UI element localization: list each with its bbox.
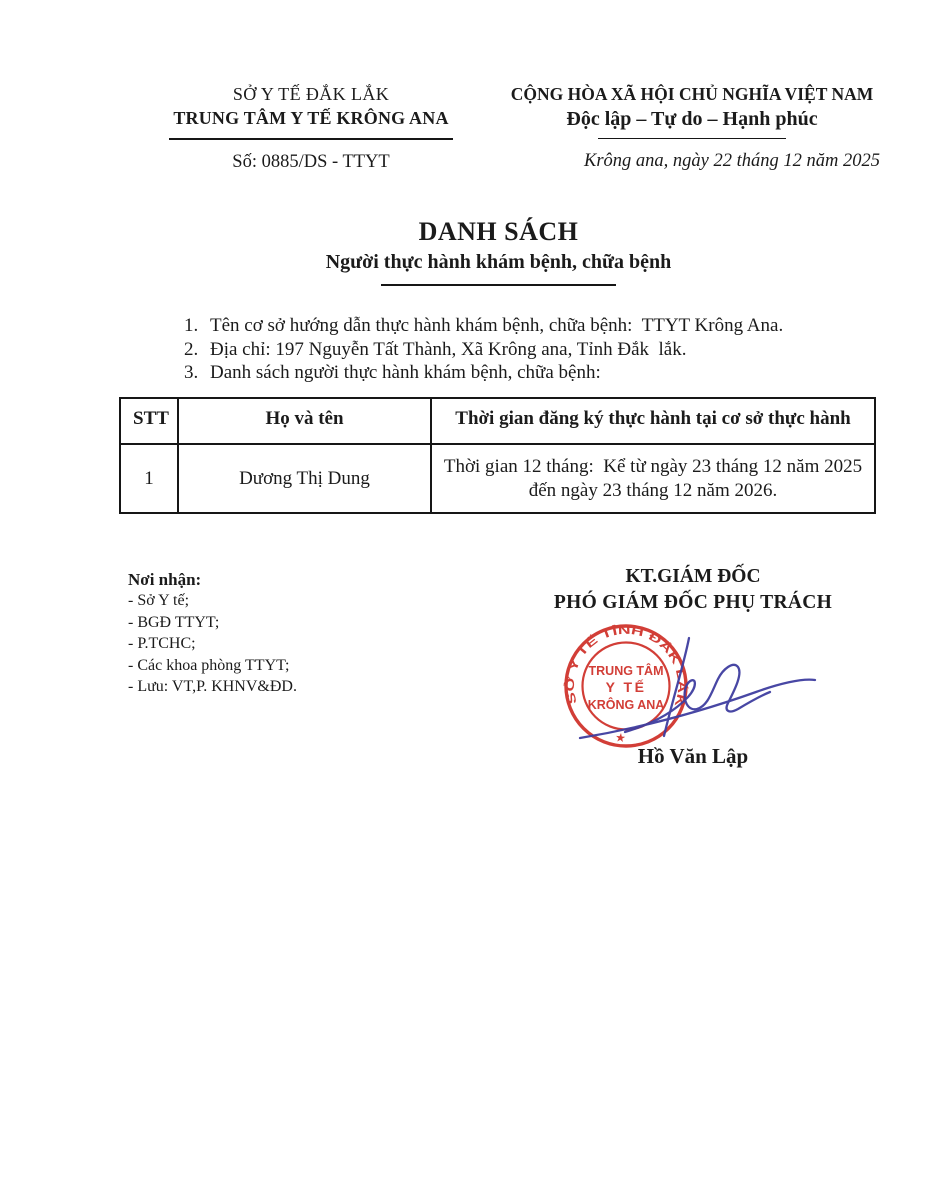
- cell-period: Thời gian 12 tháng: Kể từ ngày 23 tháng 12 năm 2025 đến ngày 23 tháng 12 năm 2026.: [431, 444, 875, 513]
- document-title-block: [120, 217, 877, 286]
- recipient-item: - BGĐ TTYT;: [128, 613, 220, 631]
- recipients-block: [128, 570, 297, 698]
- practitioners-table: [119, 397, 876, 514]
- parent-org-name: SỞ Y TẾ ĐẮK LẮK: [232, 84, 390, 104]
- org-name: TRUNG TÂM Y TẾ KRÔNG ANA: [173, 108, 449, 128]
- stamp-star-icon: ★: [614, 730, 627, 746]
- table-header-row: [120, 398, 875, 444]
- national-header-block: [500, 84, 884, 172]
- recipient-item: - Sở Y tế;: [128, 592, 190, 609]
- list-item-number: 3.: [184, 362, 199, 384]
- signature-stroke: [625, 665, 770, 732]
- list-item: [120, 314, 877, 338]
- recipient-item: - P.TCHC;: [128, 635, 196, 653]
- handwritten-signature: [570, 634, 820, 749]
- page-title: DANH SÁCH: [418, 217, 579, 246]
- national-title: CỘNG HÒA XÃ HỘI CHỦ NGHĨA VIỆT NAM: [510, 84, 874, 104]
- column-header-name: Họ và tên: [178, 398, 431, 444]
- list-item: [120, 361, 877, 385]
- recipients-label: Nơi nhận:: [128, 570, 202, 589]
- list-item-text: Tên cơ sở hướng dẫn thực hành khám bệnh, chữa bệnh: TTYT Krông Ana.: [210, 315, 784, 336]
- stamp-center-line3: KRÔNG ANA: [587, 698, 665, 712]
- intro-list: [120, 314, 877, 385]
- column-header-stt: STT: [120, 398, 178, 444]
- table-row: [120, 444, 875, 513]
- recipient-item: - Các khoa phòng TTYT;: [128, 656, 290, 674]
- list-item-number: 2.: [184, 338, 199, 360]
- title-divider-line: [381, 284, 616, 286]
- stamp-center-line1: TRUNG TÂM: [588, 664, 664, 678]
- list-item-number: 1.: [184, 315, 199, 336]
- cell-name: Dương Thị Dung: [178, 444, 431, 513]
- stamp-center-line2: Y TẾ: [605, 679, 647, 695]
- recipient-item: - Lưu: VT,P. KHNV&ĐD.: [128, 678, 297, 696]
- page-subtitle: Người thực hành khám bệnh, chữa bệnh: [325, 251, 672, 273]
- cell-stt: 1: [120, 444, 178, 513]
- issuing-org-block: [150, 84, 472, 173]
- org-divider-line: [169, 138, 453, 140]
- place-and-date: Krông ana, ngày 22 tháng 12 năm 2025: [584, 151, 880, 171]
- list-item-text: Danh sách người thực hành khám bệnh, chữa bệnh:: [210, 362, 601, 384]
- motto-divider-line: [598, 138, 786, 139]
- national-motto: Độc lập – Tự do – Hạnh phúc: [566, 108, 818, 130]
- stamp-ring-text: SỞ Y TẾ TỈNH ĐẮK LẮK: [564, 624, 688, 706]
- signer-title-role: PHÓ GIÁM ĐỐC PHỤ TRÁCH: [553, 592, 833, 613]
- list-item-text: Địa chỉ: 197 Nguyễn Tất Thành, Xã Krông ana, Tỉnh Đắk lắk.: [210, 338, 687, 360]
- signer-name: Hồ Văn Lập: [637, 744, 749, 768]
- signature-heading-block: [505, 566, 881, 614]
- signer-title-kt: KT.GIÁM ĐỐC: [625, 566, 761, 587]
- list-item: [120, 338, 877, 362]
- column-header-period: Thời gian đăng ký thực hành tại cơ sở thực hành: [431, 398, 875, 444]
- document-number: Số: 0885/DS - TTYT: [232, 152, 390, 172]
